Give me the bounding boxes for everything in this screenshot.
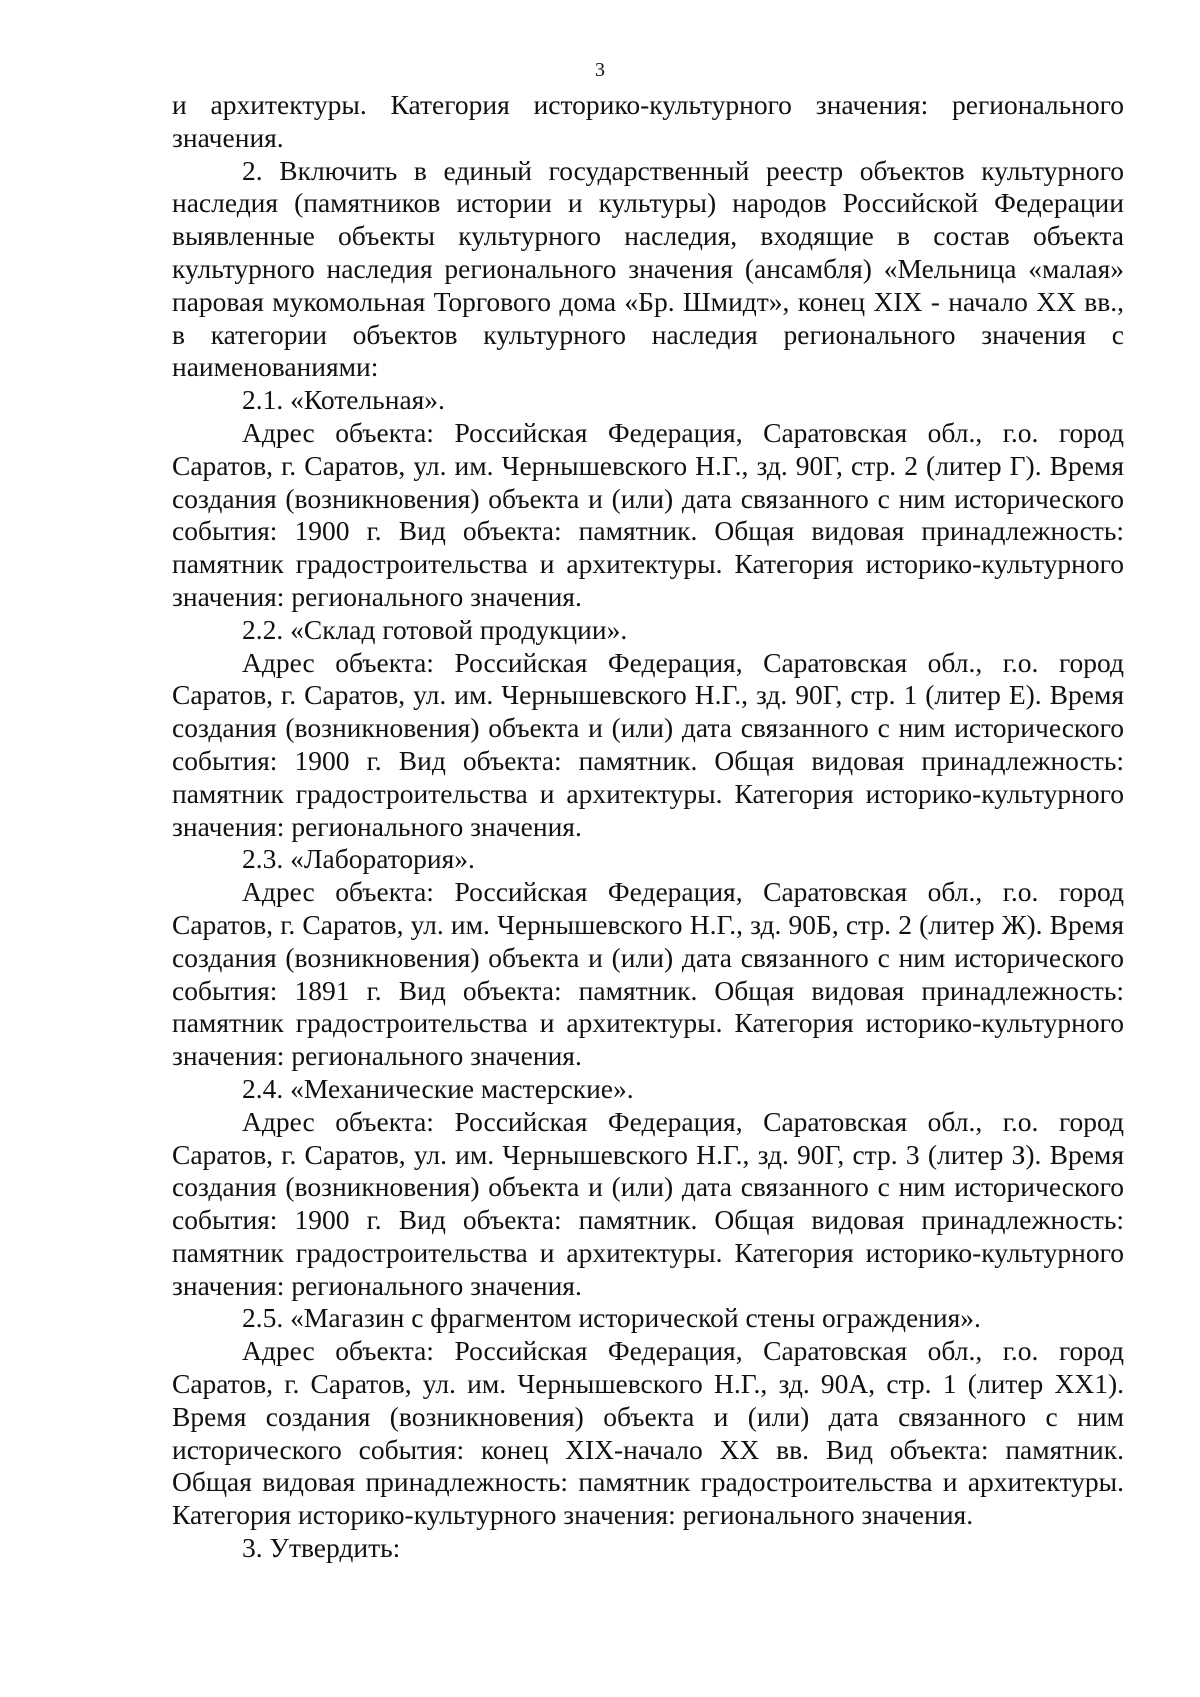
subitem-details-2-4: Адрес объекта: Российская Федерация, Саратовская обл., г.о. город Саратов, г. Саратов, ул. им. Чернышевского Н.Г., зд. 90Г, стр. 3 (литер З). Время создания (возникновения) объекта и (или) дата связанного с ним исторического события: 1900 г. Вид объекта: памятник. Общая видовая принадлежность: памятник градостроительства и архитектуры. Категория историко-культурного значения: регионального значения. [172, 1105, 1124, 1301]
document-body [172, 89, 1124, 1565]
subitem-title-2-1: 2.1. «Котельная». [242, 384, 445, 416]
subitem-details-2-2: Адрес объекта: Российская Федерация, Саратовская обл., г.о. город Саратов, г. Саратов, ул. им. Чернышевского Н.Г., зд. 90Г, стр. 1 (литер Е). Время создания (возникновения) объекта и (или) дата связанного с ним исторического события: 1900 г. Вид объекта: памятник. Общая видовая принадлежность: памятник градостроительства и архитектуры. Категория историко-культурного значения: регионального значения. [172, 646, 1124, 842]
subitem-details-2-3: Адрес объекта: Российская Федерация, Саратовская обл., г.о. город Саратов, г. Саратов, ул. им. Чернышевского Н.Г., зд. 90Б, стр. 2 (литер Ж). Время создания (возникновения) объекта и (или) дата связанного с ним исторического события: 1891 г. Вид объекта: памятник. Общая видовая принадлежность: памятник градостроительства и архитектуры. Категория историко-культурного значения: регионального значения. [172, 876, 1124, 1072]
page-number: 3 [595, 59, 605, 81]
paragraph-item-2: 2. Включить в единый государственный реестр объектов культурного наследия (памятников истории и культуры) народов Российской Федерации выявленные объекты культурного наследия, входящие в состав объекта культурного наследия регионального значения (ансамбля) «Мельница «малая» паровая мукомольная Торгового дома «Бр. Шмидт», конец XIX - начало XX вв., в категории объектов культурного наследия регионального значения с наименованиями: [172, 154, 1124, 383]
paragraph-item-3: 3. Утвердить: [242, 1532, 401, 1564]
subitem-details-2-5: Адрес объекта: Российская Федерация, Саратовская обл., г.о. город Саратов, г. Саратов, ул. им. Чернышевского Н.Г., зд. 90А, стр. 1 (литер ХХ1). Время создания (возникновения) объекта и (или) дата связанного с ним исторического события: конец XIX-начало XX вв. Вид объекта: памятник. Общая видовая принадлежность: памятник градостроительства и архитектуры. Категория историко-культурного значения: регионального значения. [172, 1335, 1124, 1531]
subitem-title-2-4: 2.4. «Механические мастерские». [242, 1072, 634, 1104]
subitem-title-2-5: 2.5. «Магазин с фрагментом исторической стены ограждения». [242, 1302, 981, 1334]
subitem-details-2-1: Адрес объекта: Российская Федерация, Саратовская обл., г.о. город Саратов, г. Саратов, ул. им. Чернышевского Н.Г., зд. 90Г, стр. 2 (литер Г). Время создания (возникновения) объекта и (или) дата связанного с ним исторического события: 1900 г. Вид объекта: памятник. Общая видовая принадлежность: памятник градостроительства и архитектуры. Категория историко-культурного значения: регионального значения. [172, 416, 1124, 612]
subitem-title-2-3: 2.3. «Лаборатория». [242, 843, 475, 875]
paragraph-continuation: и архитектуры. Категория историко-культурного значения: регионального значения. [172, 89, 1124, 153]
subitem-title-2-2: 2.2. «Склад готовой продукции». [242, 613, 628, 645]
